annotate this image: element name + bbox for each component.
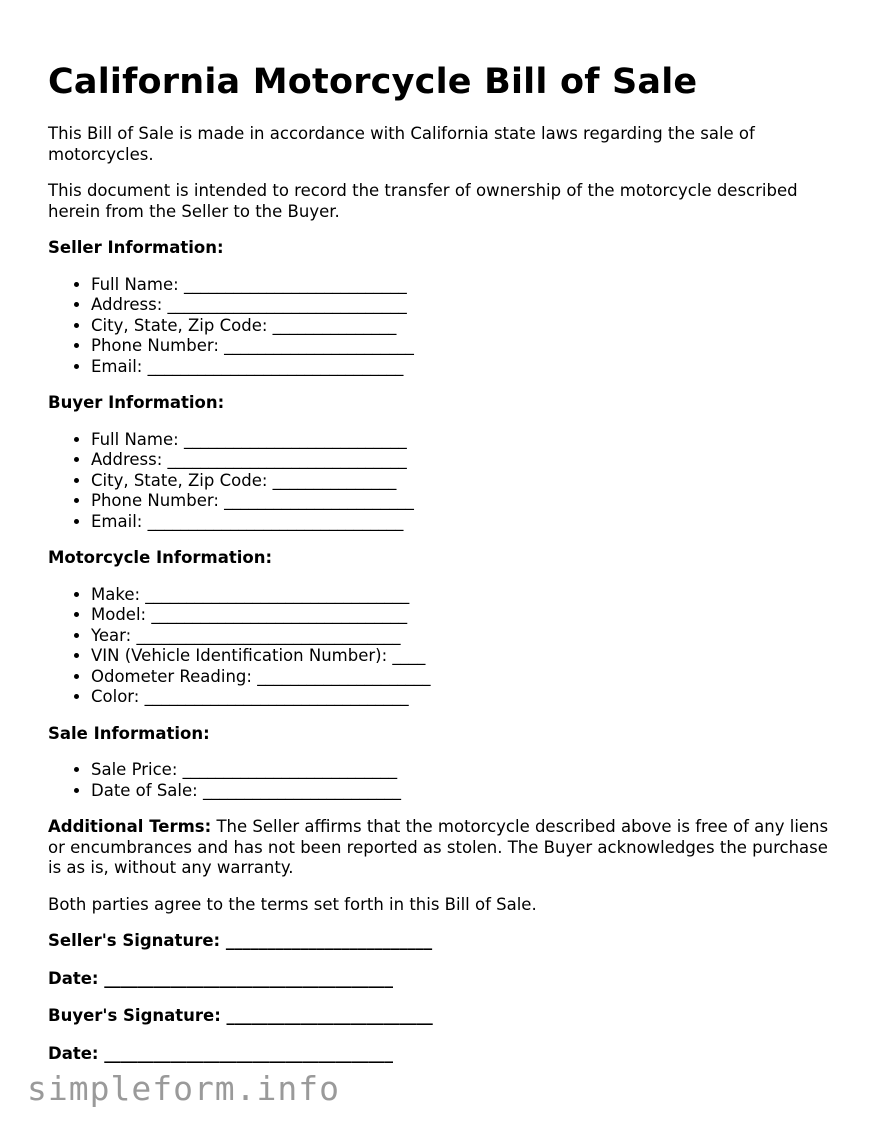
watermark: simpleform.info [27, 1069, 341, 1108]
motorcycle-list [48, 585, 838, 708]
motorcycle-model: • Model: _______________________________ [91, 605, 838, 626]
additional-terms-label: Additional Terms: [48, 817, 212, 836]
buyer-phone: • Phone Number: _______________________ [91, 491, 838, 512]
motorcycle-year: • Year: ________________________________ [91, 626, 838, 647]
buyer-date-line: Date: ___________________________________ [48, 1043, 394, 1063]
agreement-text: Both parties agree to the terms set forth in this Bill of Sale. [48, 894, 537, 914]
buyer-address: • Address: _____________________________ [91, 450, 838, 471]
buyer-email: • Email: _______________________________ [91, 512, 838, 533]
intro-paragraph-2: This document is intended to record the transfer of ownership of the motorcycle described herein from the Seller to the Buyer. [48, 181, 798, 221]
sale-list [48, 760, 838, 801]
motorcycle-heading: Motorcycle Information: [48, 548, 273, 567]
buyer-city-state-zip: • City, State, Zip Code: _______________ [91, 471, 838, 492]
buyer-signature-line: Buyer's Signature: _________________________ [48, 1006, 433, 1025]
buyer-full-name: • Full Name: ___________________________ [91, 430, 838, 451]
motorcycle-odometer: • Odometer Reading: _____________________ [91, 667, 838, 688]
page-title: California Motorcycle Bill of Sale [48, 62, 698, 102]
sale-price: • Sale Price: __________________________ [91, 760, 838, 781]
seller-heading: Seller Information: [48, 238, 224, 257]
seller-full-name: • Full Name: ___________________________ [91, 275, 838, 296]
additional-terms [48, 817, 838, 879]
motorcycle-make: • Make: ________________________________ [91, 585, 838, 606]
sale-date: • Date of Sale: ________________________ [91, 781, 838, 802]
additional-terms-text: The Seller affirms that the motorcycle described above is free of any liens or encumbrances and has not been reported as stolen. The Buyer acknowledges the purchase is as is, without any warranty. [48, 817, 829, 877]
motorcycle-color: • Color: ________________________________ [91, 687, 838, 708]
seller-phone: • Phone Number: _______________________ [91, 336, 838, 357]
seller-date-line: Date: ___________________________________ [48, 968, 394, 988]
document [48, 60, 838, 1081]
seller-address: • Address: _____________________________ [91, 295, 838, 316]
buyer-heading: Buyer Information: [48, 393, 225, 412]
seller-signature-line: Seller's Signature: _________________________ [48, 931, 433, 950]
intro-paragraph-1: This Bill of Sale is made in accordance with California state laws regarding the sale of motorcycles. [48, 124, 755, 164]
motorcycle-vin: • VIN (Vehicle Identification Number): ____ [91, 646, 838, 667]
buyer-list [48, 430, 838, 533]
seller-email: • Email: _______________________________ [91, 357, 838, 378]
sale-heading: Sale Information: [48, 723, 210, 743]
seller-city-state-zip: • City, State, Zip Code: _______________ [91, 316, 838, 337]
seller-list [48, 275, 838, 378]
